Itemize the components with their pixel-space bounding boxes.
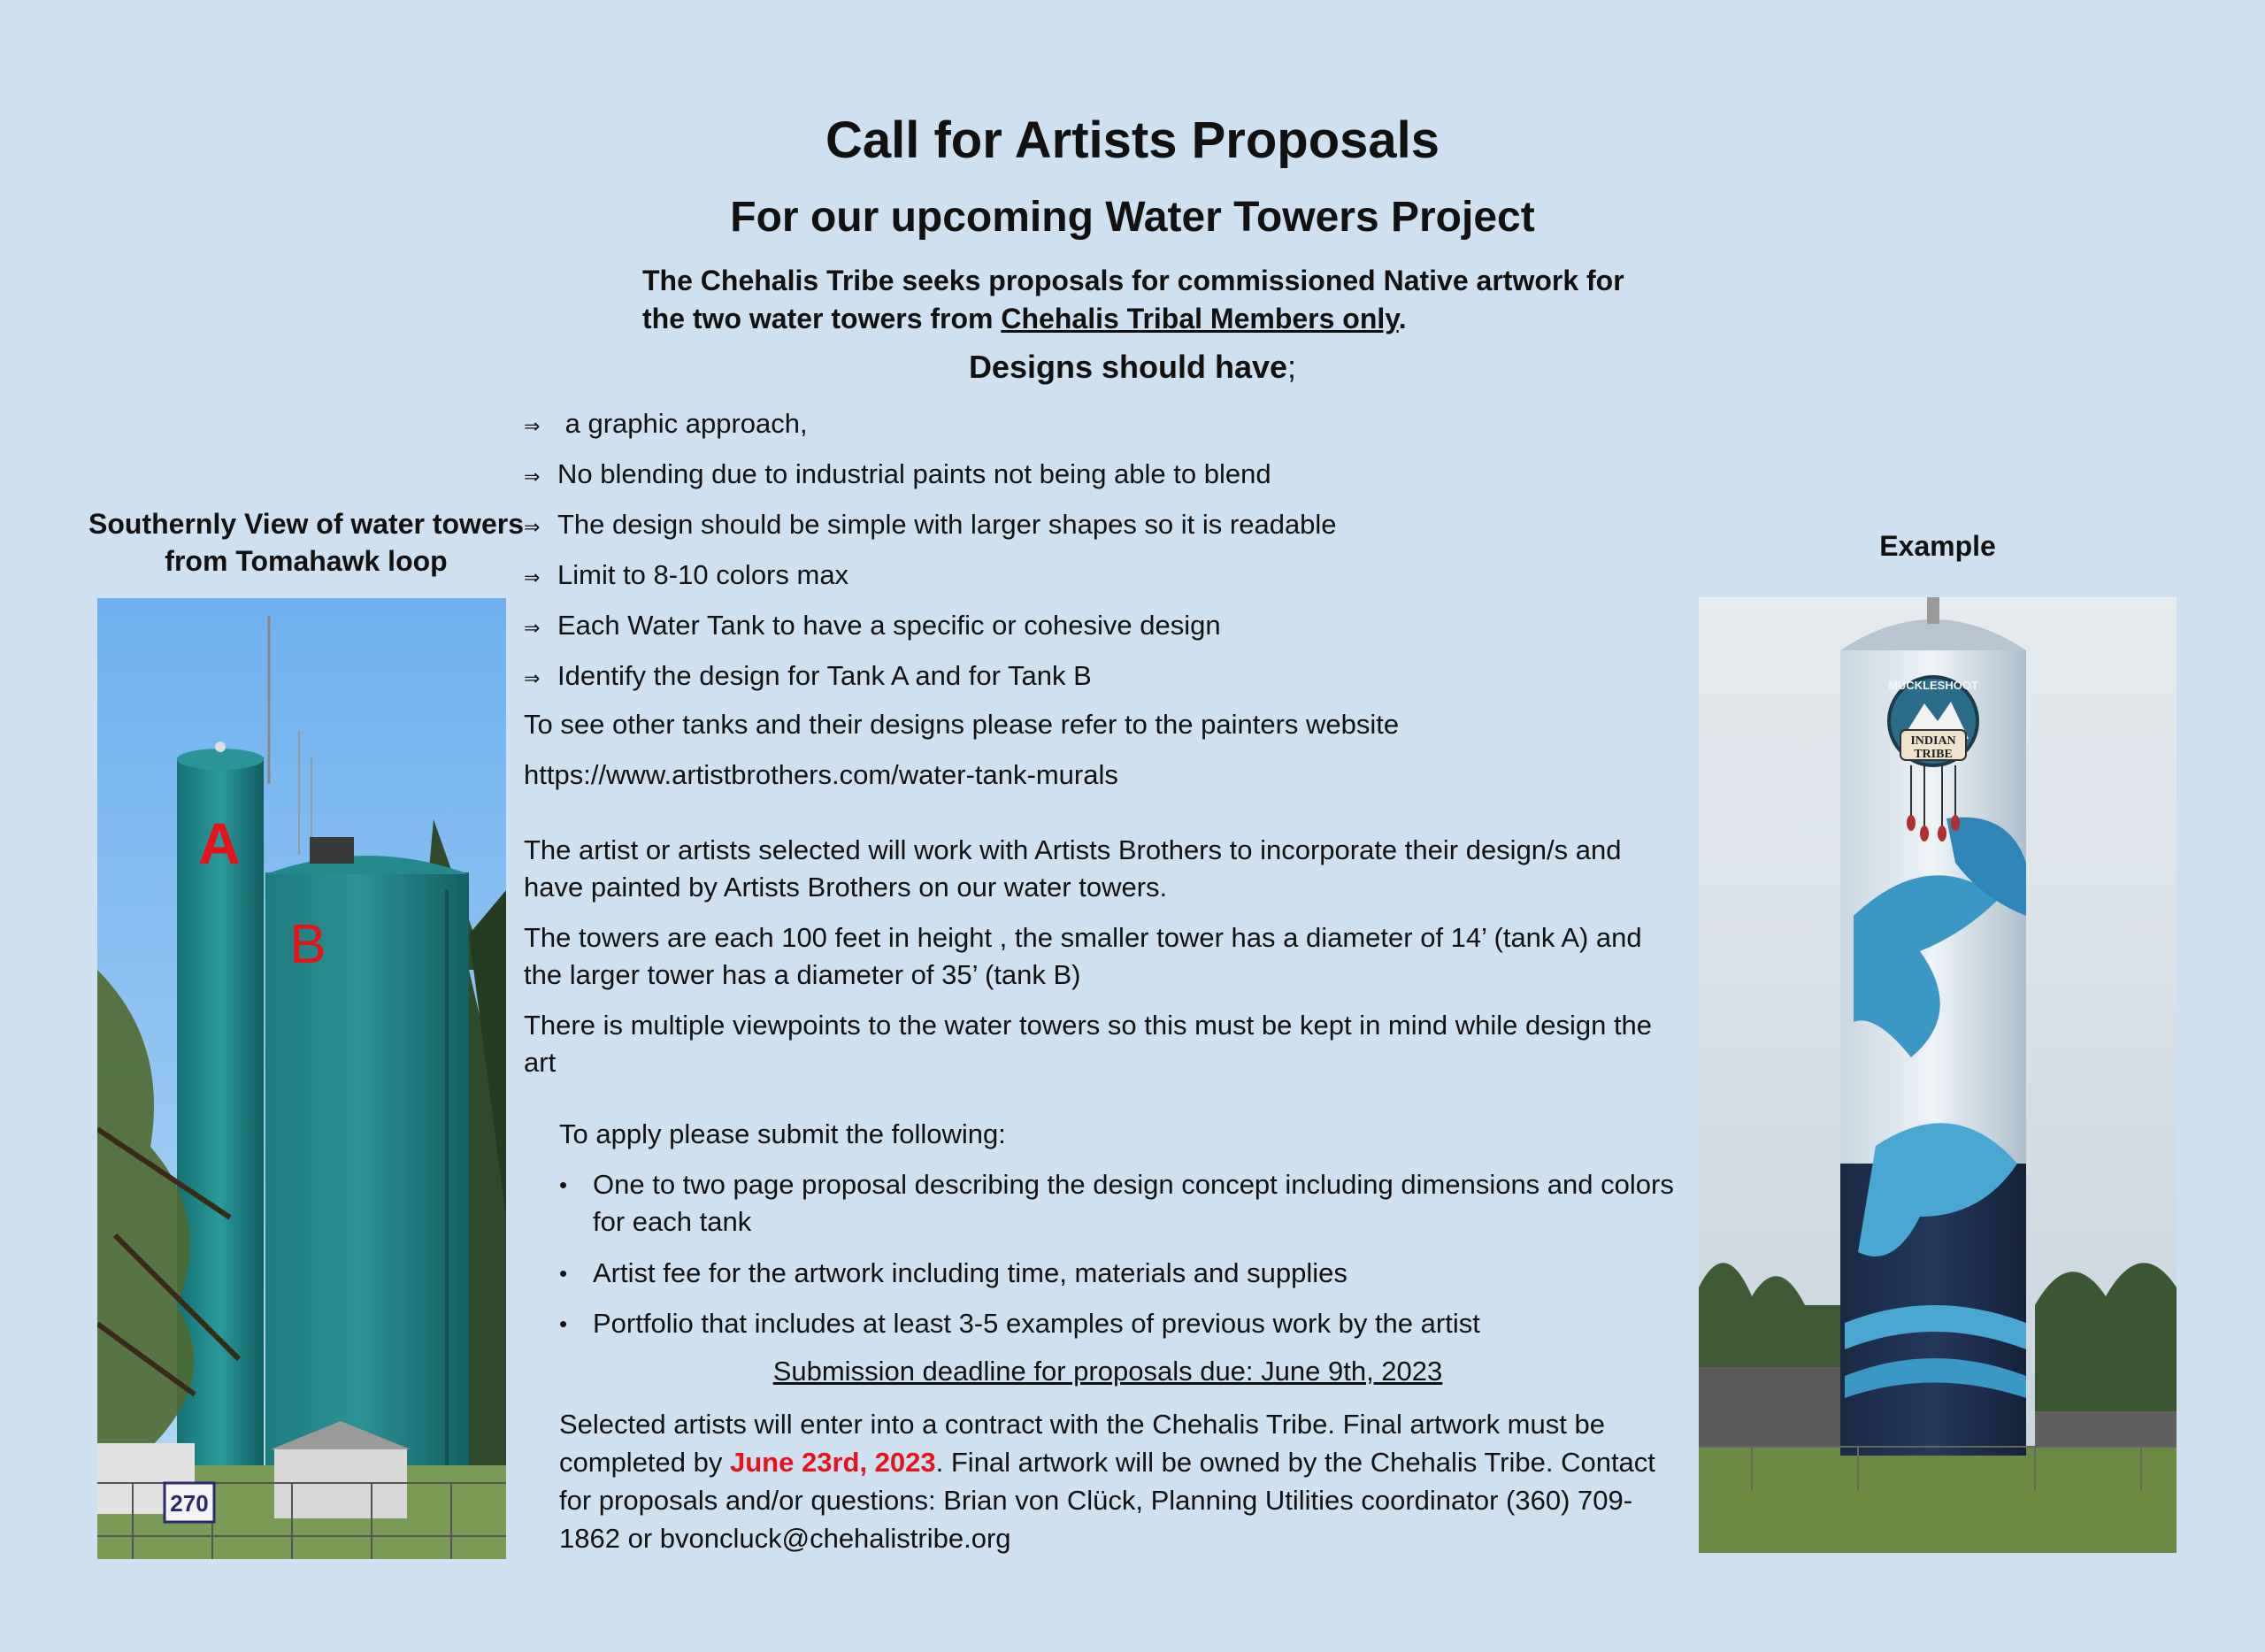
design-item-text: No blending due to industrial paints not being able to blend [557,458,1271,489]
designs-heading [0,349,2265,386]
design-item-text: Identify the design for Tank A and for Tank B [557,660,1092,691]
intro-text: The Chehalis Tribe seeks proposals for commissioned Native artwork for the two water towers from [642,265,1624,334]
designs-heading-semicolon: ; [1287,349,1297,385]
logo-top-text: MUCKLESHOOT [1888,679,1978,692]
logo-line1-text: INDIAN [1910,734,1956,748]
left-photo-caption: Southernly View of water towers from Tomahawk loop [88,508,524,577]
design-item-text: a graphic approach, [557,408,808,439]
towers-paragraph: The towers are each 100 feet in height , the smaller tower has a diameter of 14’ (tank A) and the larger tower has a diameter of 35’ (tank B) [524,922,1642,990]
arrow-bullet-icon: ⇒ [524,566,541,588]
apply-heading: To apply please submit the following: [559,1118,1006,1149]
bullet-dot-icon: • [559,1310,568,1337]
design-item-text: Each Water Tank to have a specific or cohesive design [557,610,1221,641]
intro-members-only: Chehalis Tribal Members only [1001,303,1399,334]
arrow-bullet-icon: ⇒ [524,617,541,639]
design-item [524,557,848,593]
refer-text: To see other tanks and their designs please refer to the painters website [524,709,1400,740]
website-link[interactable]: https://www.artistbrothers.com/water-tank-murals [524,759,1118,790]
arrow-bullet-icon: ⇒ [524,667,541,689]
design-item [524,608,1221,643]
viewpoints-paragraph: There is multiple viewpoints to the water towers so this must be kept in mind while design the art [524,1010,1653,1078]
logo-line2-text: TRIBE [1914,748,1953,761]
arrow-bullet-icon: ⇒ [524,465,541,488]
design-item [524,658,1092,694]
design-item [524,457,1271,492]
apply-item [559,1255,1674,1292]
final-deadline-date: June 23rd, 2023 [730,1447,936,1478]
water-towers-illustration [97,598,506,1559]
tower-sign-number: 270 [170,1490,209,1517]
apply-item-text: Portfolio that includes at least 3-5 examples of previous work by the artist [593,1308,1480,1339]
intro-period: . [1398,303,1407,334]
submission-deadline: Submission deadline for proposals due: June 9th, 2023 [772,1356,1443,1387]
page-title: Call for Artists Proposals [825,111,1440,169]
arrow-bullet-icon: ⇒ [524,415,541,437]
page-subtitle: For our upcoming Water Towers Project [730,194,1535,241]
closing-contact-text: . Final artwork will be owned by the Chehalis Tribe. Contact for proposals and/or questions: Brian von Clück, Planning Utilities coordinator (360) 709-1862 or bvoncluck@chehalistribe.org [559,1447,1655,1554]
bullet-dot-icon: • [559,1172,568,1198]
closing-paragraph [559,1405,1674,1557]
design-item-text: The design should be simple with larger shapes so it is readable [557,509,1337,540]
apply-item [559,1166,1674,1241]
arrow-bullet-icon: ⇒ [524,516,541,538]
apply-item-text: Artist fee for the artwork including time, materials and supplies [593,1257,1347,1288]
designs-heading-text: Designs should have [968,349,1288,385]
tank-b-label: B [289,914,326,975]
intro-paragraph [642,262,1642,338]
closing-text: Selected artists will enter into a contract with the Chehalis Tribe. Final artwork must be completed by [559,1409,1605,1478]
apply-item [559,1305,1674,1342]
tank-a-label: A [198,811,241,876]
right-photo-caption: Example [1879,530,1996,562]
water-towers-photo [97,598,506,1559]
artists-paragraph: The artist or artists selected will work with Artists Brothers to incorporate their design/s and have painted by Artists Brothers on our water towers. [524,834,1622,903]
apply-item-text: One to two page proposal describing the design concept including dimensions and colors for each tank [593,1169,1674,1237]
design-item-text: Limit to 8-10 colors max [557,559,849,590]
example-tower-illustration [1699,597,2177,1553]
bullet-dot-icon: • [559,1260,568,1287]
example-tower-photo [1699,597,2177,1553]
design-item [524,507,1337,542]
design-item [524,406,808,442]
